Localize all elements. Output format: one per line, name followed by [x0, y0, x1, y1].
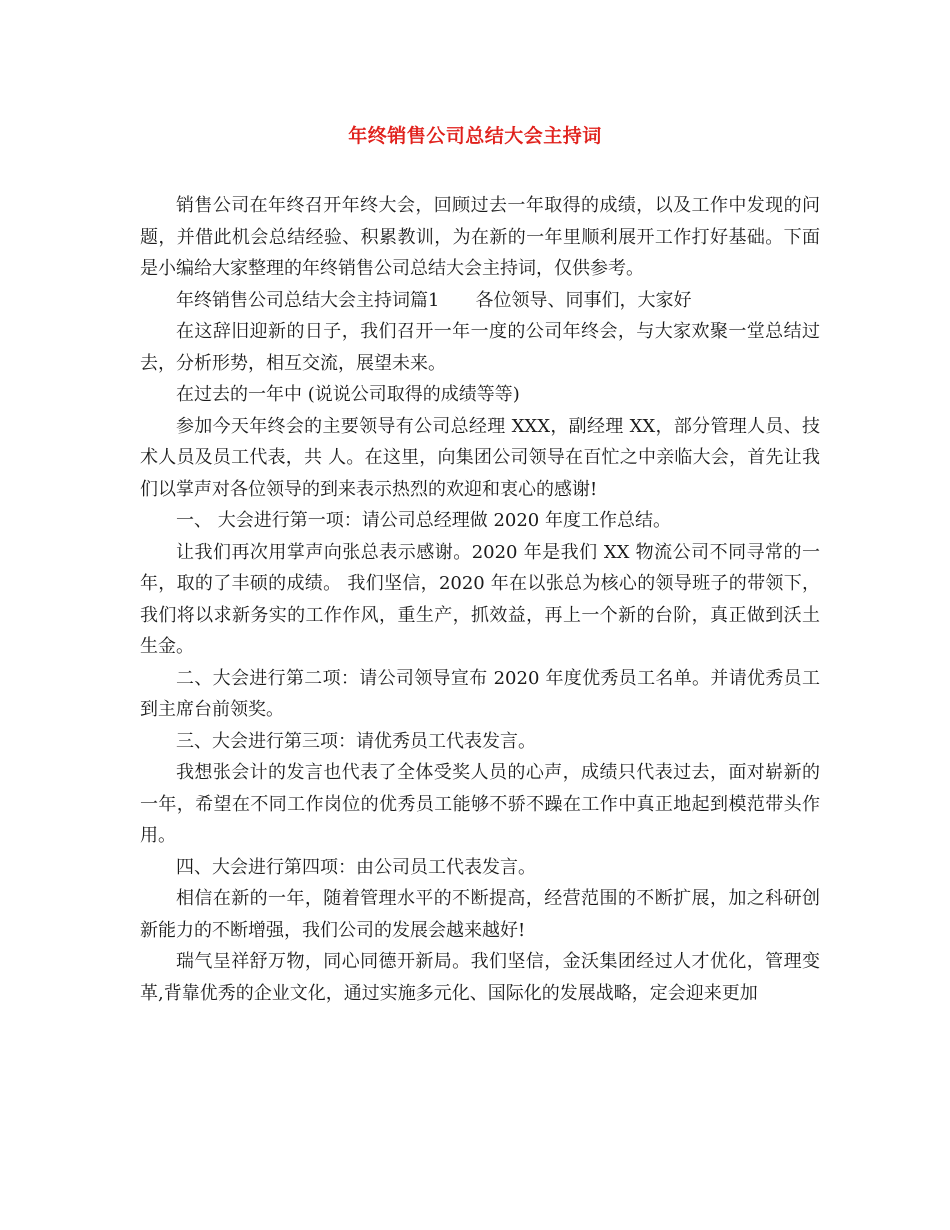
paragraph-item-2: 二、大会进行第二项：请公司领导宣布 2020 年度优秀员工名单。并请优秀员工到主席台前领奖。 — [140, 667, 820, 720]
paragraph-speech-comment: 我想张会计的发言也代表了全体受奖人员的心声，成绩只代表过去，面对崭新的一年，希望在不同工作岗位的优秀员工能够不骄不躁在工作中真正地起到模范带头作用。 — [140, 762, 820, 846]
document-body — [140, 190, 820, 1009]
paragraph-opening: 在这辞旧迎新的日子，我们召开一年一度的公司年终会，与大家欢聚一堂总结过去，分析形势，相互交流，展望未来。 — [140, 321, 820, 374]
paragraph-attendees: 参加今天年终会的主要领导有公司总经理 XXX，副经理 XX，部分管理人员、技术人员及员工代表，共 人。在这里，向集团公司领导在百忙之中亲临大会，首先让我们以掌声对各位领导的到来表示热烈的欢迎和衷心的感谢! — [140, 415, 820, 500]
paragraph-item-1: 一、 大会进行第一项：请公司总经理做 2020 年度工作总结。 — [176, 510, 671, 531]
paragraph-past-year: 在过去的一年中 (说说公司取得的成绩等等) — [176, 384, 520, 405]
paragraph-intro: 销售公司在年终召开年终大会，回顾过去一年取得的成绩，以及工作中发现的问题，并借此机会总结经验、积累教训，为在新的一年里顺利展开工作打好基础。下面是小编给大家整理的年终销售公司总结大会主持词，仅供参考。 — [140, 195, 820, 279]
paragraph-thanks: 让我们再次用掌声向张总表示感谢。2020 年是我们 XX 物流公司不同寻常的一年，取的了丰硕的成绩。 我们坚信，2020 年在以张总为核心的领导班子的带领下，我们将以求新务实的工作作风，重生产，抓效益，再上一个新的台阶，真正做到沃土生金。 — [140, 541, 820, 657]
document-title: 年终销售公司总结大会主持词 — [348, 125, 602, 147]
paragraph-section-heading: 年终销售公司总结大会主持词篇1 各位领导、同事们，大家好 — [176, 289, 692, 311]
paragraph-outlook: 相信在新的一年，随着管理水平的不断提高，经营范围的不断扩展，加之科研创新能力的不断增强，我们公司的发展会越来越好! — [140, 888, 820, 941]
paragraph-item-4: 四、大会进行第四项：由公司员工代表发言。 — [176, 856, 536, 878]
paragraph-item-3: 三、大会进行第三项：请优秀员工代表发言。 — [176, 730, 536, 752]
paragraph-closing: 瑞气呈祥舒万物，同心同德开新局。我们坚信，金沃集团经过人才优化，管理变革,背靠优秀的企业文化，通过实施多元化、国际化的发展战略，定会迎来更加 — [140, 951, 820, 1004]
